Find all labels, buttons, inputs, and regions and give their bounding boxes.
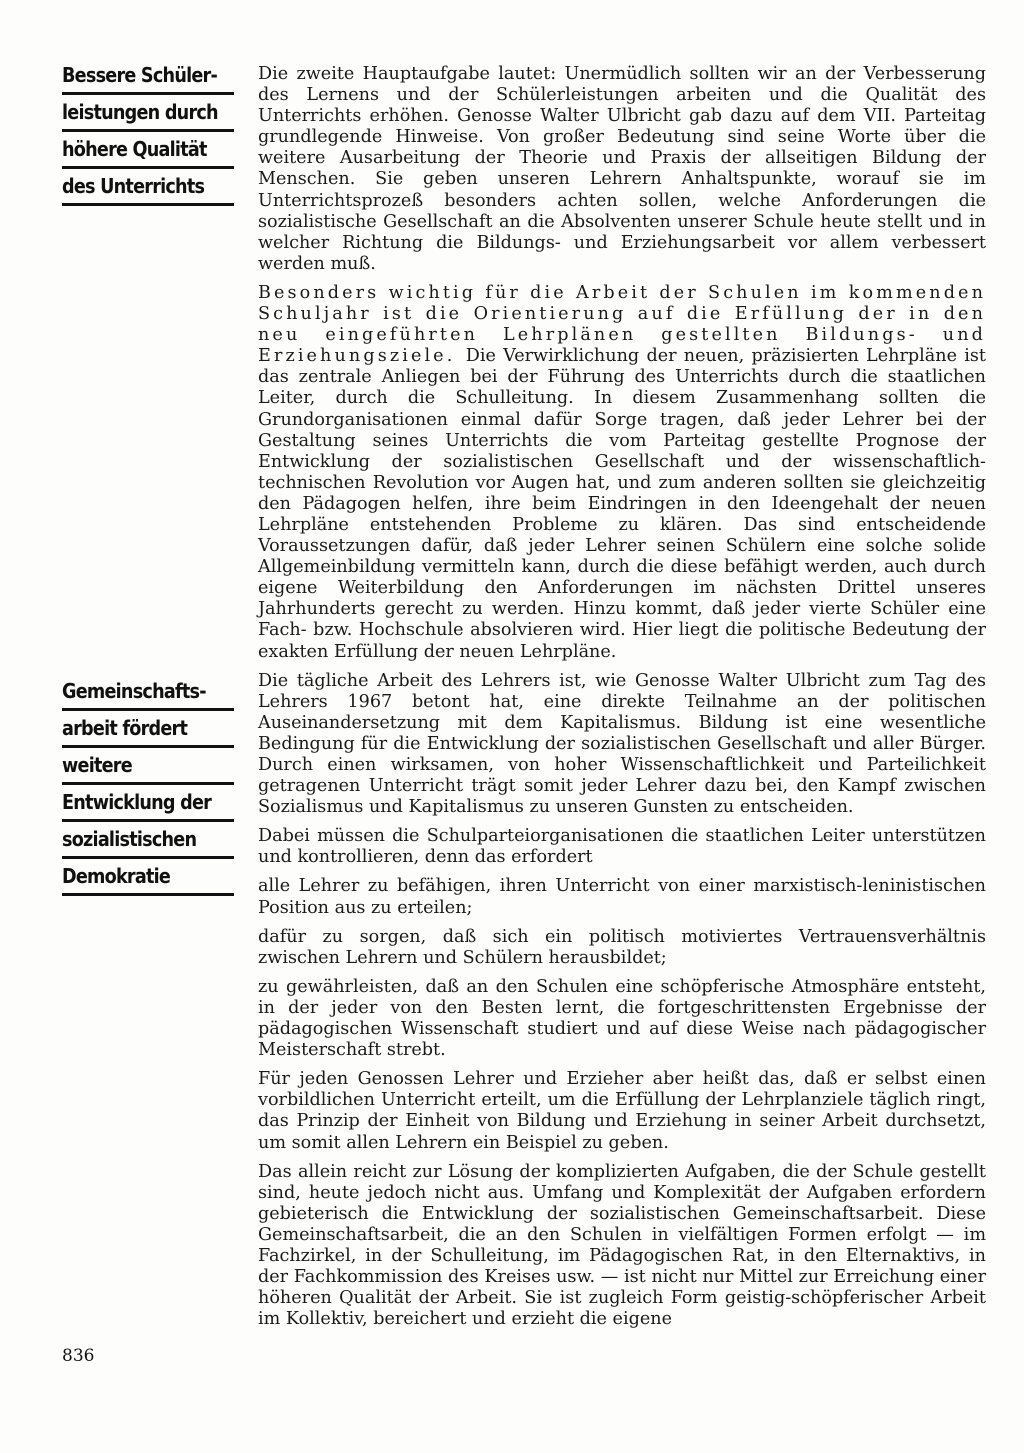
list-item: zu gewährleisten, daß an den Schulen eine schöpferische Atmosphäre entsteht, in der jeder von den Besten lernt, die fortgeschrittensten Ergebnisse der pädagogischen Wissenschaft studiert und auf diese Weise nach pädagogischer Meisterschaft strebt. <box>258 976 986 1061</box>
list-item: alle Lehrer zu befähigen, ihren Unterricht von einer marxistisch-leninistischen Position aus zu erteilen; <box>258 876 986 918</box>
emphasized-sentence: Besonders wichtig für die Arbeit der Schulen im kommenden Schuljahr ist die Orientierung auf die Erfüllung der in den neu eingeführten Lehrplänen gestellten Bildungs- und Erziehungsziele. <box>258 282 986 367</box>
list-item: dafür zu sorgen, daß sich ein politisch motiviertes Vertrauensverhältnis zwischen Lehrern und Schülern herausbildet; <box>258 926 986 968</box>
page-number: 836 <box>62 1346 95 1366</box>
margin-heading-line: weitere <box>62 748 234 785</box>
paragraph: Für jeden Genossen Lehrer und Erzieher aber heißt das, daß er selbst einen vorbildlichen Unterricht erteilt, um die Erfüllung der Lehrplanziele täglich ringt, das Prinzip der Einheit von Bildung und Erziehung in seiner Arbeit durchsetzt, um somit allen Lehrern ein Beispiel zu geben. <box>258 1069 986 1153</box>
paragraph: Dabei müssen die Schulparteiorganisationen die staatlichen Leiter unterstützen und kontrollieren, denn das erfordert <box>258 826 986 868</box>
margin-heading-line: Bessere Schüler- <box>62 58 234 95</box>
margin-heading-community-work <box>62 674 215 896</box>
paragraph-continuation: Die Verwirklichung der neuen, präzisierten Lehrpläne ist das zentrale Anliegen bei der Führung des Unterrichts durch die staatlichen Leiter, durch die Schulleitung. In diesem Zusammenhang sollten die Grundorganisationen einmal dafür Sorge tragen, daß jeder Lehrer bei der Gestaltung seines Unterrichts die vom Parteitag gestellte Prognose der Entwicklung der sozialistischen Gesellschaft und der wissenschaftlich-technischen Revolution vor Augen hat, und zum anderen sollten sie gleichzeitig den Pädagogen helfen, ihre beim Eindringen in den Ideengehalt der neuen Lehrpläne entstehenden Probleme zu klären. Das sind entscheidende Voraussetzungen dafür, daß jeder Lehrer seinen Schülern eine solche solide Allgemeinbildung vermitteln kann, durch die diese befähigt werden, auch durch eigene Weiterbildung den Anforderungen im nächsten Drittel unseres Jahrhunderts gerecht zu werden. Hinzu kommt, daß jeder vierte Schüler eine Fach- bzw. Hochschule absolvieren wird. Hier liegt die politische Bedeutung der exakten Erfüllung der neuen Lehrpläne. <box>258 346 986 662</box>
margin-heading-quality <box>62 58 218 206</box>
margin-heading-line: sozialistischen <box>62 822 234 859</box>
paragraph: Das allein reicht zur Lösung der komplizierten Aufgaben, die der Schule gestellt sind, heute jedoch nicht aus. Umfang und Komplexität der Aufgaben erfordern gebieterisch die Entwicklung der sozialistischen Gemeinschaftsarbeit. Diese Gemeinschaftsarbeit, die an den Schulen in vielfältigen Formen erfolgt — im Fachzirkel, in der Schulleitung, im Pädagogischen Rat, in den Elternaktivs, in der Fachkommission des Kreises usw. — ist nicht nur Mittel zur Erreichung einer höheren Qualität der Arbeit. Sie ist zugleich Form geistig-schöpferischer Arbeit im Kollektiv, bereichert und erzieht die eigene <box>258 1161 986 1330</box>
margin-heading-line: leistungen durch <box>62 95 234 132</box>
margin-heading-line: Demokratie <box>62 859 234 896</box>
margin-heading-line: Entwicklung der <box>62 785 234 822</box>
margin-heading-line: höhere Qualität <box>62 132 234 169</box>
paragraph-emphasis <box>258 283 986 663</box>
margin-heading-line: des Unterrichts <box>62 169 234 206</box>
paragraph: Die zweite Hauptaufgabe lautet: Unermüdlich sollten wir an der Verbesserung des Lernens und der Schülerleistungen arbeiten und die Qualität des Unterrichts erhöhen. Genosse Walter Ulbricht gab dazu auf dem VII. Parteitag grundlegende Hinweise. Von großer Bedeutung sind seine Worte über die weitere Ausarbeitung der Theorie und Praxis der allseitigen Bildung der Menschen. Sie geben unseren Lehrern Anhaltspunkte, worauf sie im Unterrichtsprozeß besonders achten sollen, welche Anforderungen die sozialistische Gesellschaft an die Absolventen unserer Schule heute stellt und in welcher Richtung die Bildungs- und Erziehungsarbeit vor allem verbessert werden muß. <box>258 64 986 274</box>
paragraph: Die tägliche Arbeit des Lehrers ist, wie Genosse Walter Ulbricht zum Tag des Lehrers 1967 betont hat, eine direkte Teilnahme an der politischen Auseinandersetzung mit dem Kapitalismus. Bildung ist eine wesentliche Bedingung für die Entwicklung der sozialistischen Gesellschaft und aller Bürger. Durch einen wirksamen, von hoher Wissenschaftlichkeit und Parteilichkeit getragenen Unterricht trägt somit jeder Lehrer dazu bei, den Kampf zwischen Sozialismus und Kapitalismus zu unseren Gunsten zu entscheiden. <box>258 670 986 818</box>
margin-heading-line: arbeit fördert <box>62 711 234 748</box>
body-text <box>258 64 986 1338</box>
margin-heading-line: Gemeinschafts- <box>62 674 234 711</box>
